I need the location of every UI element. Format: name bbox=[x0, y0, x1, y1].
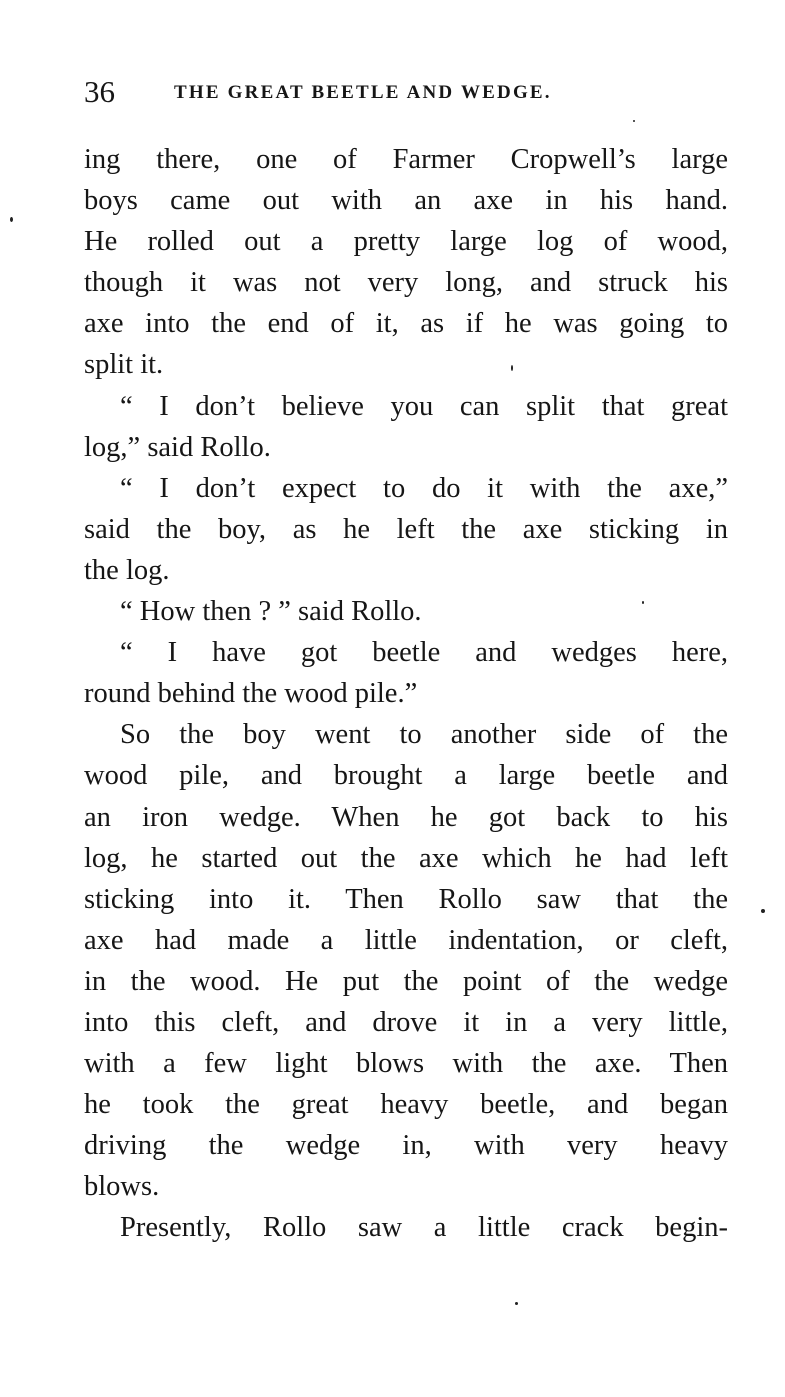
text-line: He rolled out a pretty large log of wood, bbox=[84, 226, 728, 258]
text-line: driving the wedge in, with very heavy bbox=[84, 1130, 728, 1162]
text-line: ing there, one of Farmer Cropwell’s large bbox=[84, 144, 728, 175]
text-line: axe had made a little indentation, or cleft, bbox=[84, 924, 728, 956]
text-line: log,” said Rollo. bbox=[84, 431, 271, 463]
text-line: into this cleft, and drove it in a very little, bbox=[84, 1006, 728, 1038]
text-line: sticking into it. Then Rollo saw that the bbox=[84, 883, 728, 915]
text-line: Presently, Rollo saw a little crack begin- bbox=[120, 1212, 728, 1244]
ink-speck bbox=[633, 120, 635, 122]
text-line: said the boy, as he left the axe sticking in bbox=[84, 513, 728, 545]
text-line: So the boy went to another side of the bbox=[120, 719, 728, 751]
text-line: log, he started out the axe which he had left bbox=[84, 842, 728, 874]
text-line: though it was not very long, and struck his bbox=[84, 267, 728, 299]
text-line: he took the great heavy beetle, and began bbox=[84, 1089, 728, 1121]
running-title: THE GREAT BEETLE AND WEDGE. bbox=[174, 82, 552, 103]
text-line: split it. bbox=[84, 349, 164, 381]
text-line: an iron wedge. When he got back to his bbox=[84, 801, 728, 833]
text-line: in the wood. He put the point of the wedge bbox=[84, 965, 728, 997]
text-line: round behind the wood pile.” bbox=[84, 678, 418, 710]
page-number: 36 bbox=[84, 74, 115, 109]
text-line: the log. bbox=[84, 554, 170, 586]
text-line: wood pile, and brought a large beetle and bbox=[84, 760, 728, 792]
running-head bbox=[84, 72, 734, 112]
text-line: axe into the end of it, as if he was going to bbox=[84, 308, 728, 340]
ink-speck bbox=[10, 217, 13, 222]
text-line: boys came out with an axe in his hand. bbox=[84, 185, 728, 217]
ink-speck bbox=[761, 909, 765, 913]
ink-speck bbox=[515, 1302, 518, 1305]
text-line: “ I don’t expect to do it with the axe,” bbox=[120, 472, 728, 504]
text-line: “ How then ? ” said Rollo. bbox=[120, 596, 422, 628]
ink-speck bbox=[511, 365, 513, 371]
text-line: “ I have got beetle and wedges here, bbox=[120, 637, 728, 669]
body-text bbox=[84, 139, 728, 1249]
text-line: “ I don’t believe you can split that great bbox=[120, 390, 728, 422]
text-line: with a few light blows with the axe. Then bbox=[84, 1048, 728, 1080]
ink-speck bbox=[642, 601, 644, 604]
text-line: blows. bbox=[84, 1171, 160, 1203]
